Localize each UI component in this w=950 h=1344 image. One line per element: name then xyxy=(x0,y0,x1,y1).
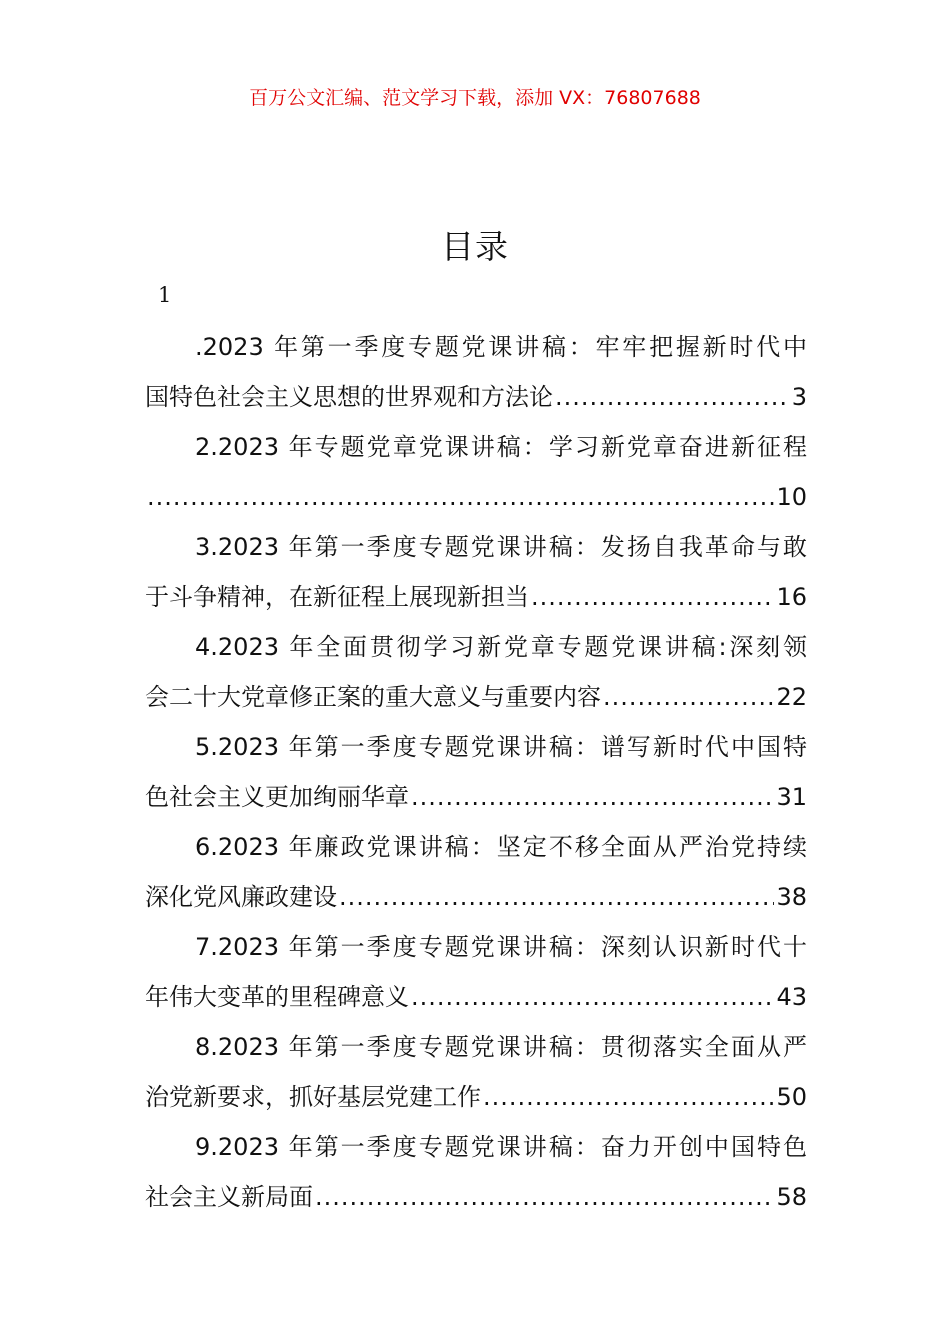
toc-entry[interactable] xyxy=(145,622,807,722)
toc-entry[interactable] xyxy=(145,922,807,1022)
toc-dot-leader xyxy=(339,872,774,922)
toc-entry-page: 38 xyxy=(776,883,807,911)
toc-entry-title-line1: 2.2023 年专题党章党课讲稿：学习新党章奋进新征程 xyxy=(195,433,807,461)
toc-entry-page: 43 xyxy=(776,983,807,1011)
page-title: 目录 xyxy=(441,227,509,266)
toc-entry-title-rest: 社会主义新局面 xyxy=(145,1183,313,1211)
toc-dot-leader xyxy=(555,372,790,422)
toc-entry-page: 10 xyxy=(776,483,807,511)
toc-entry-title-line2 xyxy=(145,672,807,722)
toc-entry-title-line2 xyxy=(145,1172,807,1222)
toc-dot-leader xyxy=(531,572,774,622)
toc-entry-page: 50 xyxy=(776,1083,807,1111)
toc-entry-title-line2 xyxy=(145,972,807,1022)
toc-entry-title-rest: 会二十大党章修正案的重大意义与重要内容 xyxy=(145,683,601,711)
toc-entry-page: 3 xyxy=(791,383,807,411)
toc-entry-title-line2 xyxy=(145,472,807,522)
toc-entry-title-line1: 3.2023 年第一季度专题党课讲稿：发扬自我革命与敢 xyxy=(195,533,807,561)
toc-entry-title-rest: 于斗争精神，在新征程上展现新担当 xyxy=(145,583,529,611)
toc-entry-title-rest: 国特色社会主义思想的世界观和方法论 xyxy=(145,383,553,411)
toc-entry-title-line1: .2023 年第一季度专题党课讲稿：牢牢把握新时代中 xyxy=(195,333,807,361)
toc-entry-title-line1: 6.2023 年廉政党课讲稿：坚定不移全面从严治党持续 xyxy=(195,833,807,861)
toc-entry[interactable] xyxy=(145,1022,807,1122)
toc-dot-leader xyxy=(147,472,774,522)
toc-entry-title-rest: 深化党风廉政建设 xyxy=(145,883,337,911)
toc-entry-title-rest: 年伟大变革的里程碑意义 xyxy=(145,983,409,1011)
toc-dot-leader xyxy=(315,1172,774,1222)
toc-entry-title-line1: 9.2023 年第一季度专题党课讲稿：奋力开创中国特色 xyxy=(195,1133,807,1161)
toc-entry-title-rest: 色社会主义更加绚丽华章 xyxy=(145,783,409,811)
toc-entry-page: 22 xyxy=(776,683,807,711)
toc-entry-title-line1: 4.2023 年全面贯彻学习新党章专题党课讲稿:深刻领 xyxy=(195,633,807,661)
toc-entry-title-line1: 7.2023 年第一季度专题党课讲稿：深刻认识新时代十 xyxy=(195,933,807,961)
toc-dot-leader xyxy=(411,772,774,822)
toc-entry[interactable] xyxy=(145,422,807,522)
toc-entry-title-line2 xyxy=(145,872,807,922)
toc-entry[interactable] xyxy=(145,322,807,422)
toc-entry[interactable] xyxy=(145,822,807,922)
toc-entry[interactable] xyxy=(145,522,807,622)
toc-entry-title-line2 xyxy=(145,572,807,622)
toc-dot-leader xyxy=(411,972,774,1022)
watermark-header: 百万公文汇编、范文学习下载，添加 VX：76807688 xyxy=(249,87,701,109)
toc-dot-leader xyxy=(603,672,774,722)
toc-entry-page: 58 xyxy=(776,1183,807,1211)
toc-entry-page: 31 xyxy=(776,783,807,811)
page-number: 1 xyxy=(158,283,172,307)
toc-dot-leader xyxy=(483,1072,774,1122)
toc-entry-title-line1: 5.2023 年第一季度专题党课讲稿：谱写新时代中国特 xyxy=(195,733,807,761)
toc-entry[interactable] xyxy=(145,722,807,822)
toc-entry-title-line1: 8.2023 年第一季度专题党课讲稿：贯彻落实全面从严 xyxy=(195,1033,807,1061)
toc-entry-title-line2 xyxy=(145,772,807,822)
toc-entry-title-line2 xyxy=(145,1072,807,1122)
toc-entry[interactable] xyxy=(145,1122,807,1222)
table-of-contents xyxy=(145,322,807,1222)
toc-entry-title-rest: 治党新要求，抓好基层党建工作 xyxy=(145,1083,481,1111)
toc-entry-page: 16 xyxy=(776,583,807,611)
toc-entry-title-line2 xyxy=(145,372,807,422)
